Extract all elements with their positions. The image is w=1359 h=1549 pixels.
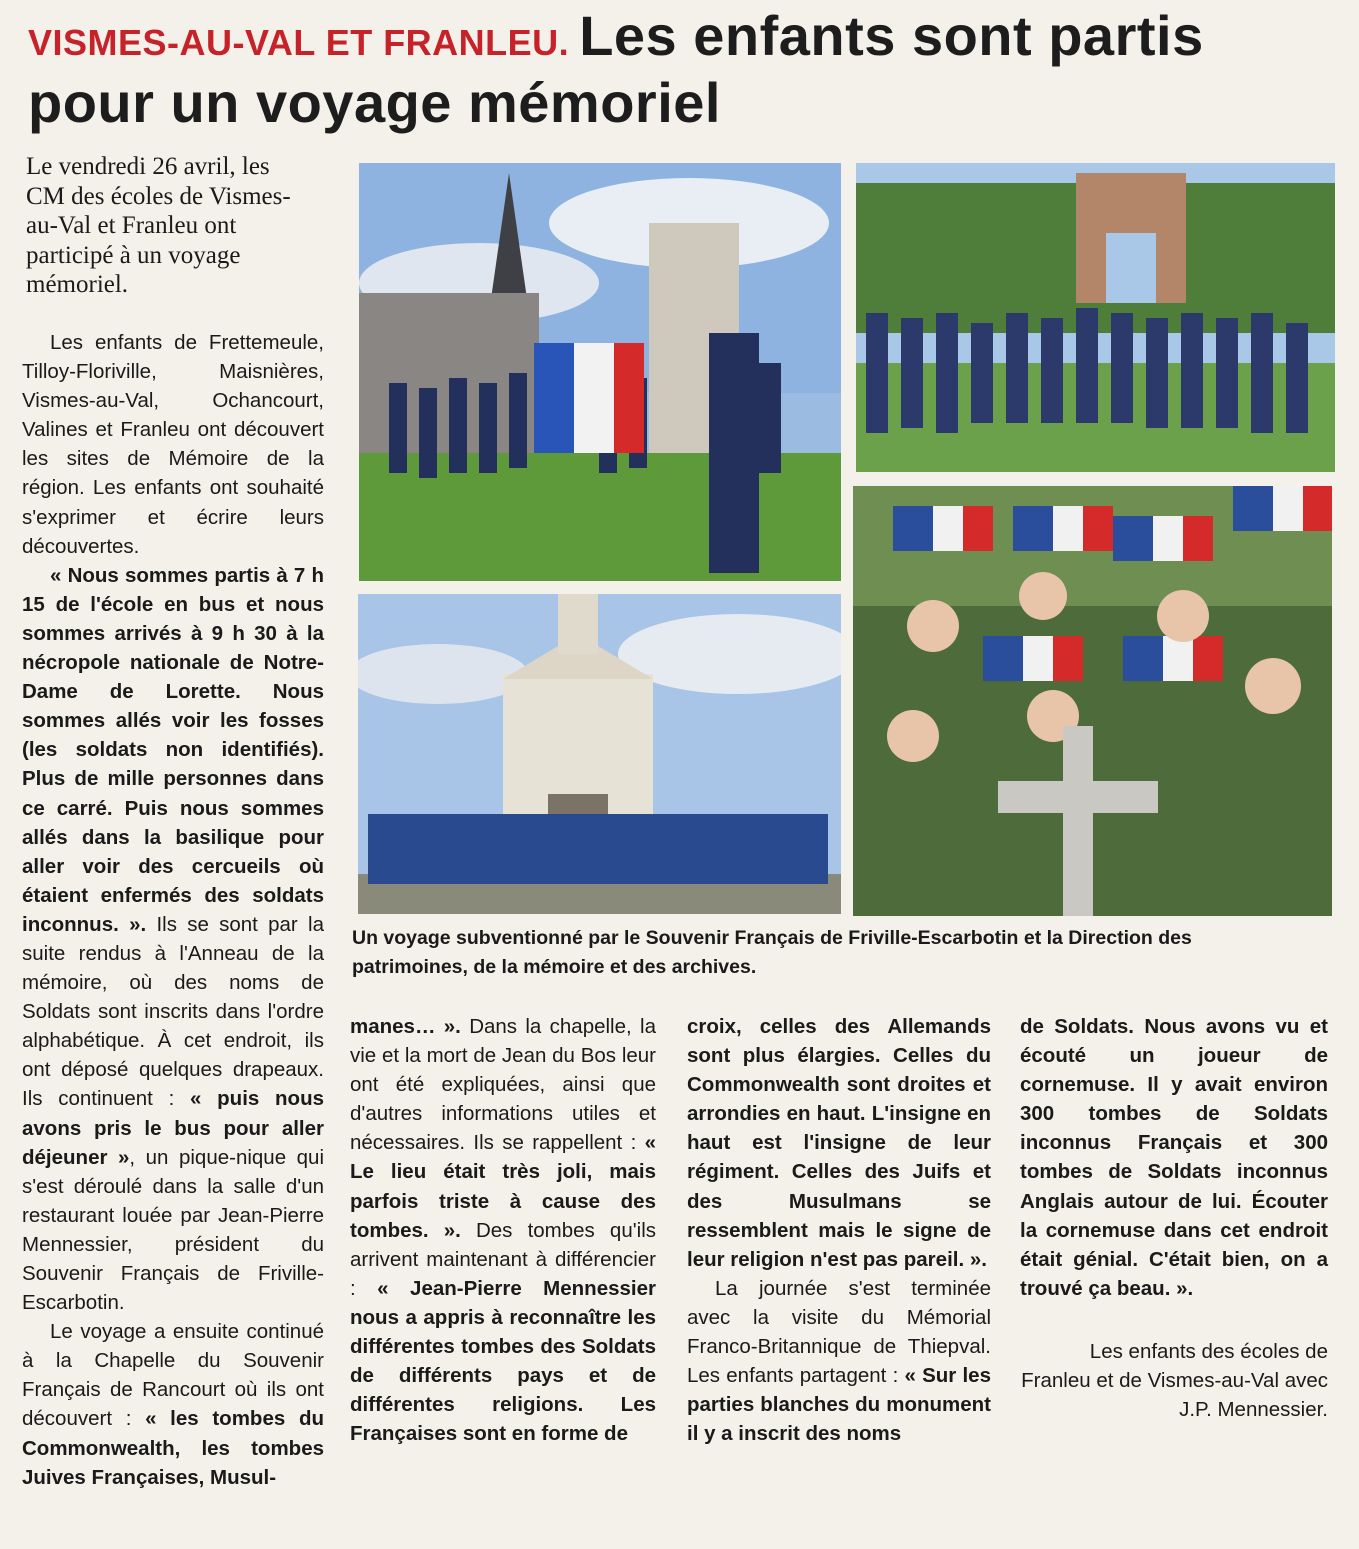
photo-basilica-group (358, 594, 841, 914)
paragraph-text: , un pique-nique qui s'est déroulé dans la salle d'un restaurant louée par Jean-Pierre Mennessier, président du Souvenir Français de Friville-Escarbotin. (22, 1145, 324, 1315)
article-column-4 (1020, 1012, 1328, 1303)
headline-kicker: VISMES-AU-VAL ET FRANLEU. (28, 22, 570, 63)
paragraph (22, 561, 324, 1317)
paragraph (687, 1012, 991, 1274)
article-column-2 (350, 1012, 656, 1448)
headline-title: Les enfants sont partis pour un voyage mémoriel (28, 4, 1204, 134)
headline (28, 6, 1338, 133)
paragraph-text: La journée s'est terminée avec la visite du Mémorial Franco-Britannique de Thiepval. Les enfants partagent : (687, 1276, 991, 1388)
paragraph (1020, 1012, 1328, 1303)
photo-memorial-group (856, 163, 1335, 472)
paragraph (22, 328, 324, 561)
quote-text: croix, celles des Allemands sont plus élargies. Celles du Commonwealth sont droites et arrondies en haut. L'insigne en haut est l'insigne de leur régiment. Celles des Juifs et des Musulmans se ressemblent mais le signe de leur religion n'est pas pareil. ». (687, 1015, 991, 1271)
paragraph-text: Des tombes qu'ils arrivent maintenant à différencier : (350, 1218, 657, 1300)
quote-text: manes… ». (350, 1015, 461, 1038)
quote-text: « puis nous avons pris le bus pour aller déjeuner » (22, 1087, 324, 1169)
quote-text: « Sur les parties blanches du monument il y a inscrit des noms (687, 1364, 991, 1446)
article-column-1 (22, 328, 324, 1492)
photo-caption: Un voyage subventionné par le Souvenir Français de Friville-Escarbotin et la Direction des patrimoines, de la mémoire et des archives. (352, 927, 1192, 978)
quote-text: « Le lieu était très joli, mais parfois triste à cause des tombes. ». (350, 1131, 656, 1242)
paragraph-text: Le voyage a ensuite continué à la Chapelle du Souvenir Français de Rancourt où ils ont découvert : (22, 1320, 324, 1431)
photo-children-cross (853, 486, 1332, 916)
paragraph (687, 1274, 991, 1449)
paragraph-text: Ils se sont par la suite rendus à l'Anneau de la mémoire, où des noms de Soldats sont inscrits dans l'ordre alphabétique. À cet endroit, ils ont déposé quelques drapeaux. Ils continuent : (22, 912, 324, 1111)
quote-text: « les tombes du Commonwealth, les tombes Juives Françaises, Musul- (22, 1407, 324, 1489)
paragraph-text: Dans la chapelle, la vie et la mort de Jean du Bos leur ont été expliquées, ainsi que d'autres informations utiles et nécessaires. Ils se rappellent : (350, 1015, 656, 1155)
photo-church-flags (359, 163, 841, 581)
article-column-3 (687, 1012, 991, 1448)
paragraph (350, 1012, 656, 1448)
paragraph (22, 1317, 324, 1492)
paragraph-text: Les enfants de Frettemeule, Tilloy-Floriville, Maisnières, Vismes-au-Val, Ochancourt, Valines et Franleu ont découvert les sites de Mémoire de la région. Les enfants ont souhaité s'exprimer et écrire leurs découvertes. (22, 331, 324, 558)
article-signature: Les enfants des écoles de Franleu et de Vismes-au-Val avec J.P. Mennessier. (1021, 1340, 1328, 1422)
article-lead: Le vendredi 26 avril, les CM des écoles de Vismes-au-Val et Franleu ont participé à un voyage mémoriel. (26, 153, 291, 298)
quote-text: « Nous sommes partis à 7 h 15 de l'école en bus et nous sommes arrivés à 9 h 30 à la nécropole nationale de Notre-Dame de Lorette. Nous sommes allés voir les fosses (les soldats non identifiés). Plus de mille personnes dans ce carré. Puis nous sommes allés dans la basilique pour aller voir des cercueils où étaient enfermés des soldats inconnus. ». (22, 563, 324, 936)
quote-text: « Jean-Pierre Mennessier nous a appris à reconnaître les différentes tombes des Soldats de différents pays et de différentes religions. Les Françaises sont en forme de (350, 1276, 656, 1446)
quote-text: de Soldats. Nous avons vu et écouté un joueur de cornemuse. Il y avait environ 300 tombes de Soldats inconnus Français et 300 tombes de Soldats inconnus Anglais autour de lui. Écouter la cornemuse dans cet endroit était génial. C'était bien, on a trouvé ça beau. ». (1020, 1015, 1328, 1300)
